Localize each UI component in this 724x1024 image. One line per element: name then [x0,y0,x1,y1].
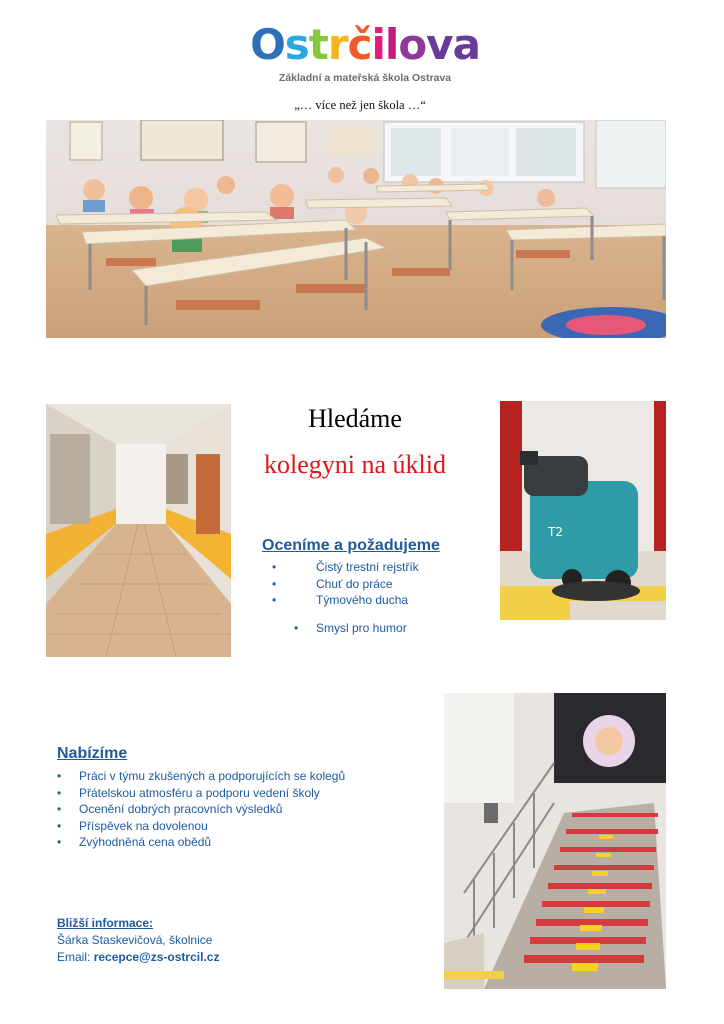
bullet-icon: • [294,621,299,635]
requirements-list [272,559,419,609]
bullet-icon: • [57,802,62,816]
logo-letter: a [452,20,480,69]
bullet-icon: • [57,818,62,833]
requirements-extra [294,620,407,637]
list-item: • Ocenění dobrých pracovních výsledků [57,802,283,816]
classroom-photo [46,120,666,338]
logo-letter: č [347,20,372,69]
requirements-heading: Oceníme a požadujeme [262,537,440,554]
logo-wordmark [250,22,480,68]
contact-block [57,915,219,966]
bullet-icon: • [57,769,62,783]
logo-letter: v [426,20,453,69]
list-item: • Smysl pro humor [294,621,407,635]
list-item: • Zvýhodněná cena obědů [57,835,212,849]
machine-label: T2 [548,525,563,539]
school-logo [250,22,480,92]
logo-subtitle: Základní a mateřská škola Ostrava [278,72,452,84]
floor-scrubber-photo [500,401,666,620]
bullet-icon: • [272,560,277,574]
bullet-icon: • [272,576,277,591]
contact-title: Bližší informace: [57,916,154,930]
logo-letter: t [308,20,328,69]
logo-letter: l [384,20,399,69]
list-item: • Přátelskou atmosféru a podporu vedení školy [57,785,320,800]
bullet-icon: • [272,593,277,607]
offer-heading: Nabízíme [57,745,128,762]
school-motto: „… více než jen škola …“ [294,98,426,112]
logo-letter: r [327,20,348,69]
logo-letter: O [250,20,285,69]
logo-letter: s [284,20,309,69]
bullet-icon: • [57,785,62,800]
staircase-photo [444,693,666,989]
contact-email-label: Email: [57,950,94,964]
bullet-icon: • [57,835,62,849]
offer-list [57,768,345,851]
list-item: • Práci v týmu zkušených a podporujících se kolegů [57,769,346,783]
list-item: • Týmového ducha [272,593,409,607]
list-item: • Příspěvek na dovolenou [57,818,208,833]
contact-email-line [57,949,219,966]
contact-name: Šárka Staskevičová, školnice [57,933,213,947]
headline: Hledáme [308,404,402,433]
logo-letter: i [371,20,385,69]
logo-letter: o [398,20,427,69]
corridor-photo [46,404,231,657]
list-item: • Čistý trestní rejstřík [272,560,419,574]
contact-email-link[interactable]: recepce@zs-ostrcil.cz [93,950,220,964]
subheadline: kolegyni na úklid [264,450,446,479]
list-item: • Chuť do práce [272,576,393,591]
